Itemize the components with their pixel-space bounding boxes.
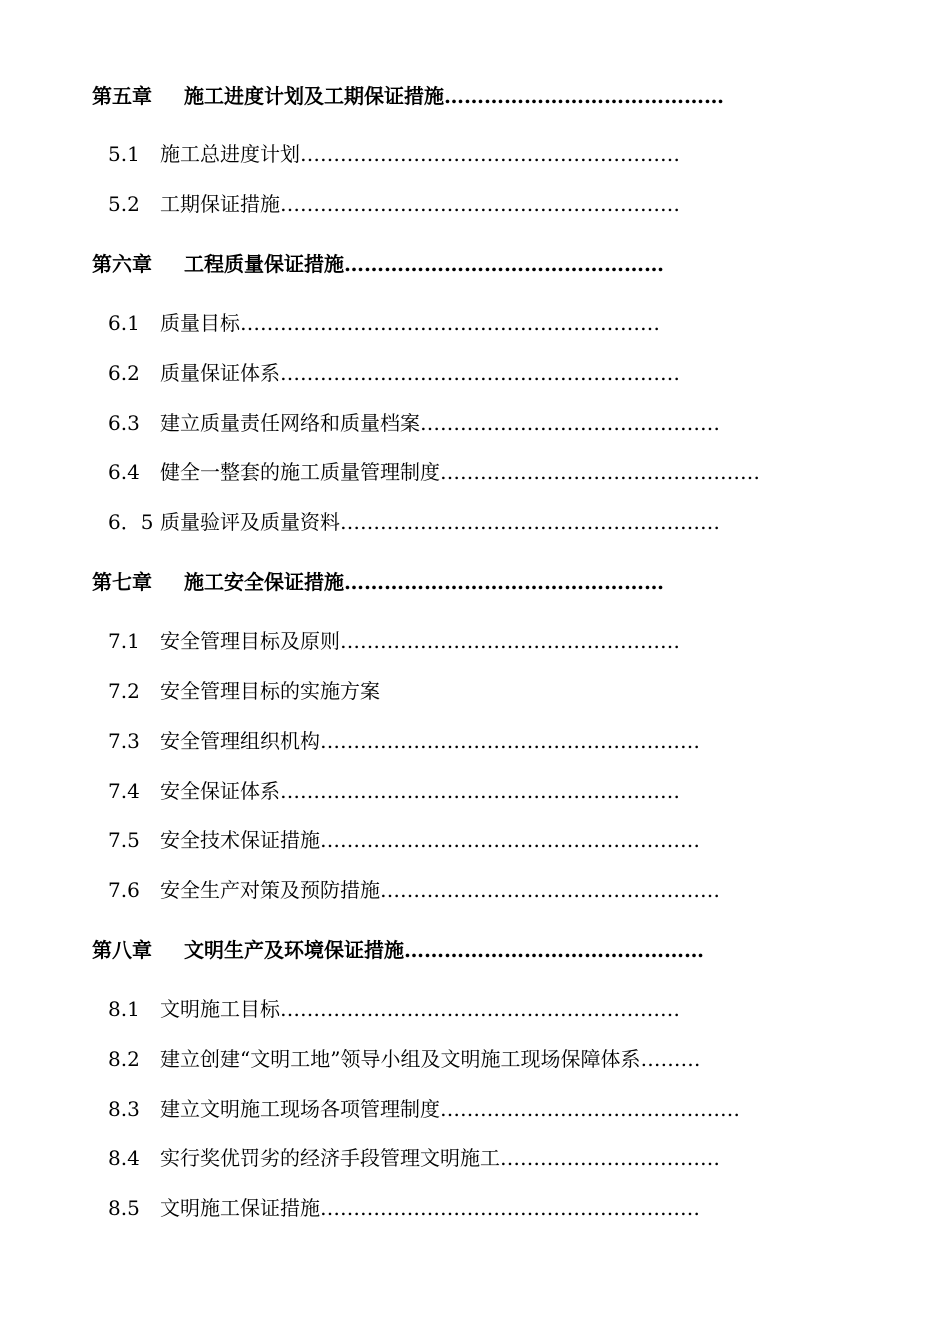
toc-section-6-1[interactable]: [0, 313, 660, 333]
leader-dots: …………………………………………………: [320, 1196, 700, 1220]
section-number: 8.5: [108, 1196, 140, 1220]
toc-section-7-3[interactable]: [0, 731, 700, 751]
toc-section-7-4[interactable]: [0, 781, 680, 801]
section-title: 建立创建“文明工地”领导小组及文明施工现场保障体系: [160, 1047, 641, 1071]
toc-section-6-2[interactable]: [0, 363, 680, 383]
section-number: 5.1: [108, 142, 140, 166]
leader-dots: ……………………………………………………: [280, 779, 680, 803]
section-title: 质量保证体系: [160, 361, 280, 385]
section-number: 8.2: [108, 1047, 140, 1071]
section-number: 6.1: [108, 311, 140, 335]
toc-section-8-4[interactable]: [0, 1148, 720, 1168]
toc-chapter-8[interactable]: [0, 940, 704, 960]
leader-dots: …………………………………………………: [340, 510, 720, 534]
section-title: 文明施工目标: [160, 997, 280, 1021]
section-title: 建立质量责任网络和质量档案: [160, 411, 420, 435]
section-title: 建立文明施工现场各项管理制度: [160, 1097, 440, 1121]
section-number: 6.4: [108, 460, 140, 484]
toc-section-7-1[interactable]: [0, 631, 680, 651]
toc-section-8-3[interactable]: [0, 1099, 740, 1119]
chapter-title: 文明生产及环境保证措施: [184, 938, 404, 962]
leader-dots: ……………………………………………: [380, 878, 720, 902]
leader-dots: …………………………………………………: [320, 828, 700, 852]
leader-dots: ……………………………………………………: [280, 997, 680, 1021]
leader-dots: ………………………………………………………: [240, 311, 660, 335]
leader-dots: ……………………………………………………: [280, 192, 680, 216]
section-title: 安全管理目标的实施方案: [160, 679, 380, 703]
toc-chapter-5[interactable]: [0, 86, 724, 106]
section-title: 质量目标: [160, 311, 240, 335]
section-number: 5.2: [108, 192, 140, 216]
chapter-number: 第六章: [92, 252, 152, 276]
leader-dots: …………………………………………………: [320, 729, 700, 753]
section-title: 安全生产对策及预防措施: [160, 878, 380, 902]
section-title: 健全一整套的施工质量管理制度: [160, 460, 440, 484]
section-number: 7.1: [108, 629, 140, 653]
section-number: 6．5: [108, 510, 154, 534]
leader-dots: ………: [640, 1047, 701, 1071]
leader-dots: ……………………………: [500, 1146, 720, 1170]
section-title: 安全管理目标及原则: [160, 629, 340, 653]
chapter-title: 施工安全保证措施: [184, 570, 344, 594]
leader-dots: …………………………………………………: [300, 142, 680, 166]
leader-dots: ………………………………………: [420, 411, 720, 435]
section-title: 实行奖优罚劣的经济手段管理文明施工: [160, 1146, 500, 1170]
leader-dots: ………………………………………: [404, 938, 704, 962]
section-number: 7.4: [108, 779, 140, 803]
section-number: 7.6: [108, 878, 140, 902]
chapter-number: 第七章: [92, 570, 152, 594]
section-number: 8.1: [108, 997, 140, 1021]
section-title: 安全保证体系: [160, 779, 280, 803]
section-title: 工期保证措施: [160, 192, 280, 216]
section-number: 7.3: [108, 729, 140, 753]
section-number: 8.4: [108, 1146, 140, 1170]
chapter-number: 第八章: [92, 938, 152, 962]
chapter-title: 工程质量保证措施: [184, 252, 344, 276]
toc-section-5-2[interactable]: [0, 194, 680, 214]
chapter-title: 施工进度计划及工期保证措施: [184, 84, 444, 108]
leader-dots: ……………………………………………: [340, 629, 680, 653]
toc-section-8-5[interactable]: [0, 1198, 700, 1218]
leader-dots: …………………………………………: [344, 570, 664, 594]
toc-section-7-6[interactable]: [0, 880, 720, 900]
toc-section-6-3[interactable]: [0, 413, 720, 433]
leader-dots: …………………………………………: [344, 252, 664, 276]
section-title: 质量验评及质量资料: [160, 510, 340, 534]
chapter-number: 第五章: [92, 84, 152, 108]
toc-section-8-2[interactable]: [0, 1049, 700, 1069]
toc-chapter-7[interactable]: [0, 572, 664, 592]
toc-section-6-5[interactable]: [0, 512, 720, 532]
toc-section-8-1[interactable]: [0, 999, 680, 1019]
leader-dots: …………………………………………: [440, 460, 760, 484]
section-number: 7.5: [108, 828, 140, 852]
leader-dots: ……………………………………………………: [280, 361, 680, 385]
section-title: 文明施工保证措施: [160, 1196, 320, 1220]
toc-chapter-6[interactable]: [0, 254, 664, 274]
leader-dots: ……………………………………: [444, 84, 724, 108]
section-title: 安全技术保证措施: [160, 828, 320, 852]
section-number: 7.2: [108, 679, 140, 703]
section-number: 6.2: [108, 361, 140, 385]
toc-section-6-4[interactable]: [0, 462, 760, 482]
section-title: 安全管理组织机构: [160, 729, 320, 753]
section-number: 6.3: [108, 411, 140, 435]
section-title: 施工总进度计划: [160, 142, 300, 166]
leader-dots: ………………………………………: [440, 1097, 740, 1121]
toc-section-5-1[interactable]: [0, 144, 680, 164]
section-number: 8.3: [108, 1097, 140, 1121]
toc-section-7-2[interactable]: [0, 681, 380, 701]
toc-section-7-5[interactable]: [0, 830, 700, 850]
